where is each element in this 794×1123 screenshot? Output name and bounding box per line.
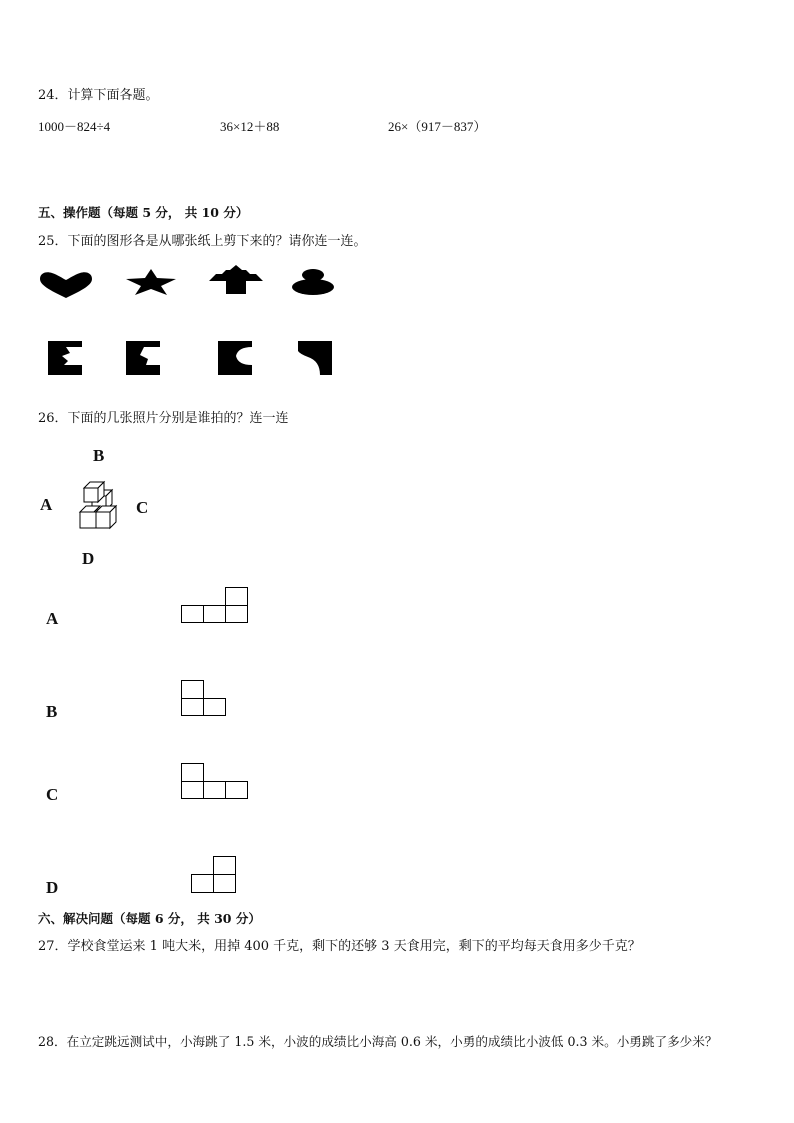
paper-piece-2 — [124, 339, 162, 377]
heart-shape — [38, 270, 94, 300]
paper-piece-3 — [216, 339, 254, 377]
mushroom-shape — [290, 268, 336, 296]
paper-piece-4 — [296, 339, 334, 377]
viewer-d-label: D — [82, 549, 95, 568]
view-a-figure — [181, 587, 249, 624]
section-5-heading: 五、操作题（每题 5 分， 共 10 分） — [38, 205, 249, 220]
q27-title: 27．学校食堂运来 1 吨大米，用掉 400 千克，剩下的还够 3 天食用完，剩下的平均每天食用多少千克？ — [38, 939, 641, 954]
view-d-label: D — [46, 878, 59, 897]
q28-title: 28．在立定跳远测试中，小海跳了 1.5 米，小波的成绩比小海高 0.6 米，小勇的成绩比小波低 0.3 米。小勇跳了多少米？ — [38, 1034, 718, 1049]
view-b-label: B — [46, 702, 58, 721]
paper-piece-1 — [46, 339, 84, 377]
q24-expr-2: 36×12＋88 — [220, 119, 280, 134]
q25-title: 25．下面的图形各是从哪张纸上剪下来的？请你连一连。 — [38, 234, 367, 249]
star-shape — [124, 268, 178, 296]
viewer-a-label: A — [40, 495, 53, 514]
q24-expr-1: 1000－824÷4 — [38, 119, 111, 134]
section-6-heading: 六、解决问题（每题 6 分， 共 30 分） — [38, 911, 261, 926]
q24-title: 24．计算下面各题。 — [38, 88, 159, 103]
q26-title: 26．下面的几张照片分别是谁拍的？连一连 — [38, 411, 289, 426]
viewer-b-label: B — [93, 446, 105, 465]
view-b-figure — [181, 680, 227, 717]
cube-stack-figure — [66, 478, 122, 536]
view-a-label: A — [46, 609, 59, 628]
q24-expr-3: 26×（917－837） — [388, 119, 487, 134]
view-d-figure — [191, 856, 237, 894]
view-c-label: C — [46, 785, 59, 804]
viewer-c-label: C — [136, 498, 149, 517]
tree-arrow-shape — [208, 264, 264, 296]
view-c-figure — [181, 763, 249, 800]
